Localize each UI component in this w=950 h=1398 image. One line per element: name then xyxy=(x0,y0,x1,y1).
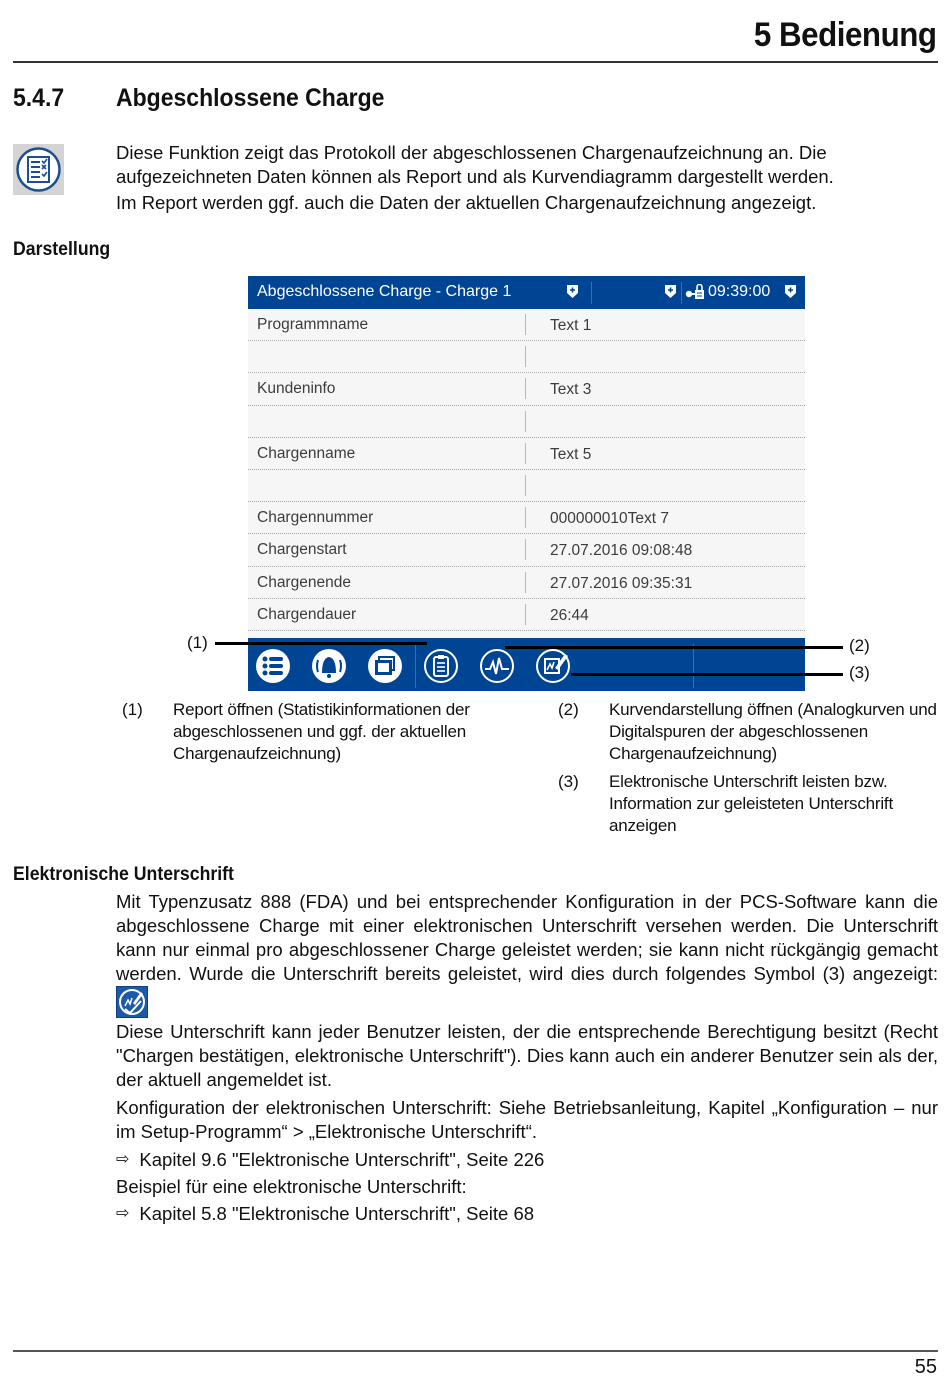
table-row xyxy=(248,341,805,373)
callout-3-label: (3) xyxy=(849,663,870,682)
legend-3-text: Elektronische Unterschrift leisten bzw. Information zur geleisteten Unterschrift anzeigen xyxy=(609,772,893,835)
legend-1-number: (1) xyxy=(122,700,143,719)
footer-rule xyxy=(13,1350,938,1352)
column-separator xyxy=(525,314,526,335)
clock-time: 09:39:00 xyxy=(708,283,771,300)
callout-3-line xyxy=(571,673,843,676)
section-number: 5.4.7 xyxy=(13,84,65,112)
arrow-right-icon: ⇨ xyxy=(116,1205,130,1222)
header-rule xyxy=(13,61,938,63)
column-separator xyxy=(525,475,526,496)
header-separator xyxy=(591,282,592,304)
dropdown-pin-icon[interactable] xyxy=(785,285,796,298)
intro-text xyxy=(116,141,946,215)
column-separator xyxy=(525,539,526,560)
row-label: Chargennummer xyxy=(257,509,374,527)
screen-header xyxy=(248,276,805,309)
user-lock-icon[interactable] xyxy=(685,284,705,300)
arrow-right-icon: ⇨ xyxy=(116,1151,130,1168)
toolbar-separator xyxy=(415,644,416,688)
esig-paragraph-1 xyxy=(116,890,938,1018)
intro-paragraph-1: Diese Funktion zeigt das Protokoll der abgeschlossenen Chargenaufzeichnung an. Die aufgezeichneten Daten können als Report und als Kurvendiagramm dargestellt werden. xyxy=(116,142,834,187)
esig-heading: Elektronische Unterschrift xyxy=(13,864,234,885)
esig-body xyxy=(116,890,938,1226)
row-value: Text 5 xyxy=(550,445,592,463)
report-table xyxy=(248,309,805,631)
callout-2-line xyxy=(505,646,843,649)
esig-paragraph-4: Beispiel für eine elektronische Unterschrift: xyxy=(116,1176,467,1197)
column-separator xyxy=(525,346,526,367)
dropdown-pin-icon[interactable] xyxy=(567,285,578,298)
column-separator xyxy=(525,443,526,464)
row-label: Chargendauer xyxy=(257,605,357,623)
row-value: 27.07.2016 09:35:31 xyxy=(550,574,693,592)
row-label: Kundeninfo xyxy=(257,380,336,398)
row-label: Programmname xyxy=(257,316,369,333)
report-clipboard-icon[interactable] xyxy=(423,648,459,684)
darstellung-heading: Darstellung xyxy=(13,239,111,260)
intro-paragraph-2: Im Report werden ggf. auch die Daten der aktuellen Chargenaufzeichnung angezeigt. xyxy=(116,192,817,213)
table-row xyxy=(248,534,805,566)
legend-2-text: Kurvendarstellung öffnen (Analogkurven und Digitalspuren der abgeschlossenen Chargenaufzeichnung) xyxy=(609,700,937,763)
signature-done-icon xyxy=(116,986,148,1018)
table-row xyxy=(248,309,805,341)
esig-reference-2[interactable] xyxy=(116,1202,938,1226)
alarm-bell-icon[interactable] xyxy=(311,648,347,684)
column-separator xyxy=(525,411,526,432)
table-row xyxy=(248,373,805,405)
header-separator xyxy=(681,282,682,304)
curve-pulse-icon[interactable] xyxy=(479,648,515,684)
column-separator xyxy=(525,507,526,528)
row-label: Chargenstart xyxy=(257,541,347,559)
row-value: 26:44 xyxy=(550,606,589,624)
device-screen xyxy=(248,276,805,691)
callout-1-label: (1) xyxy=(187,633,208,652)
screen-title: Abgeschlossene Charge - Charge 1 xyxy=(257,283,512,300)
row-value: Text 3 xyxy=(550,381,592,399)
esig-paragraph-2: Diese Unterschrift kann jeder Benutzer leisten, der die entsprechende Berechtigung besitzt (Recht "Chargen bestätigen, elektronische Unterschrift"). Dies kann auch ein anderer Benutzer sein als der, der aktuell angemeldet ist. xyxy=(116,1021,938,1090)
list-icon[interactable] xyxy=(255,648,291,684)
table-row xyxy=(248,438,805,470)
table-row xyxy=(248,502,805,534)
row-value: Text 1 xyxy=(550,317,592,334)
table-row xyxy=(248,599,805,631)
column-separator xyxy=(525,604,526,625)
esig-paragraph-1-text: Mit Typenzusatz 888 (FDA) und bei entsprechender Konfiguration in der PCS-Software kann die abgeschlossene Charge mit einer elektronischen Unterschrift versehen werden. Die Unterschrift kann nur einmal pro abgeschlossener Charge geleistet werden; sie kann nicht rückgängig gemacht werden. Wurde die Unterschrift bereits geleistet, wird dies durch folgendes Symbol (3) angezeigt: xyxy=(116,891,938,984)
esig-paragraph-3: Konfiguration der elektronischen Unterschrift: Siehe Betriebsanleitung, Kapitel „Konfiguration – nur im Setup-Programm“ > „Elektronische Unterschrift“. xyxy=(116,1097,938,1142)
legend-1-text: Report öffnen (Statistikinformationen der abgeschlossenen und ggf. der aktuellen Chargenaufzeichnung) xyxy=(173,700,470,763)
reference-link[interactable]: Kapitel 5.8 "Elektronische Unterschrift", Seite 68 xyxy=(139,1203,535,1224)
chapter-title: 5 Bedienung xyxy=(754,16,937,54)
table-row xyxy=(248,567,805,599)
reference-link[interactable]: Kapitel 9.6 "Elektronische Unterschrift", Seite 226 xyxy=(139,1149,545,1170)
callout-2-label: (2) xyxy=(849,636,870,655)
legend-3-number: (3) xyxy=(558,772,579,791)
table-row xyxy=(248,406,805,438)
row-value: 000000010Text 7 xyxy=(550,510,669,528)
report-checklist-icon xyxy=(13,144,64,195)
row-label: Chargenende xyxy=(257,573,351,591)
windows-icon[interactable] xyxy=(367,648,403,684)
row-value: 27.07.2016 09:08:48 xyxy=(550,542,693,560)
column-separator xyxy=(525,572,526,593)
table-row xyxy=(248,470,805,502)
dropdown-pin-icon[interactable] xyxy=(665,285,676,298)
esig-reference-1[interactable] xyxy=(116,1148,938,1172)
callout-1-line xyxy=(215,642,427,645)
page-number: 55 xyxy=(914,1356,937,1378)
legend-2-number: (2) xyxy=(558,700,579,719)
electronic-signature-icon[interactable] xyxy=(535,648,571,684)
row-label: Chargenname xyxy=(257,444,356,462)
section-title: Abgeschlossene Charge xyxy=(116,84,385,112)
column-separator xyxy=(525,378,526,399)
toolbar-separator xyxy=(693,644,694,688)
